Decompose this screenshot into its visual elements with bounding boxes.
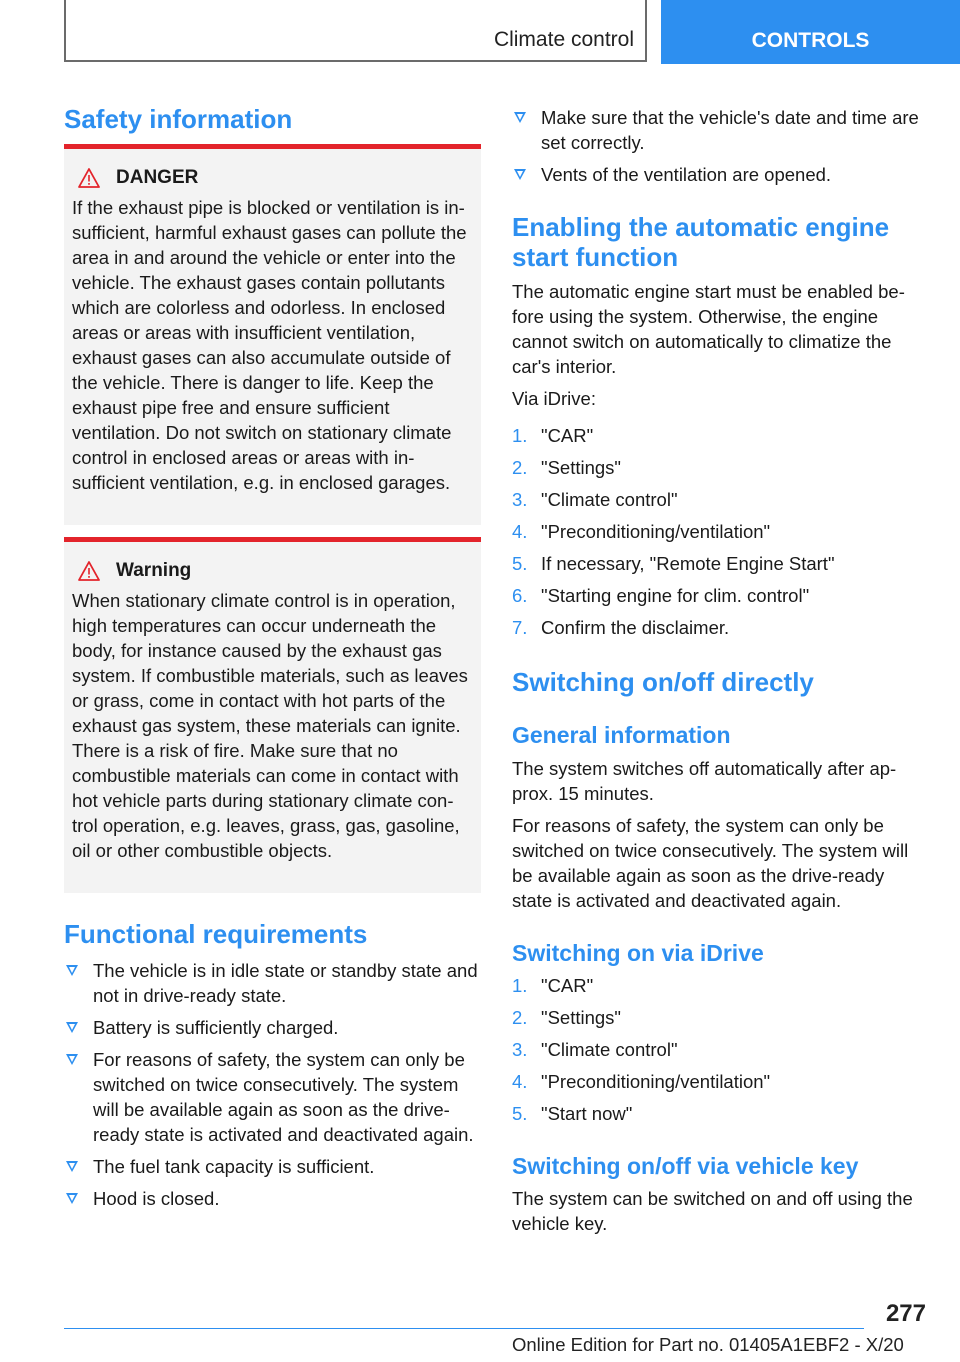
warning-box: [64, 537, 481, 893]
list-item: [512, 162, 928, 187]
step-number: 6.: [512, 585, 528, 606]
step-text: Confirm the disclaimer.: [541, 617, 730, 638]
list-item-text: The fuel tank capacity is sufficient.: [93, 1156, 375, 1177]
step-item: [512, 423, 928, 448]
step-text: If necessary, "Remote Engine Start": [541, 553, 835, 574]
list-item-text: Battery is sufficiently charged.: [93, 1017, 339, 1038]
idrive-heading: Switching on via iDrive: [512, 940, 764, 966]
general-text-1: The system switches off automatically after approx. 15 minutes.: [512, 758, 897, 804]
list-item: [64, 1186, 481, 1211]
bullet-triangle-icon: [514, 112, 526, 123]
list-item-text: Hood is closed.: [93, 1188, 220, 1209]
warning-triangle-icon: [78, 168, 100, 188]
functional-list: [64, 958, 481, 1218]
step-item: [512, 519, 928, 544]
warning-title: [72, 560, 473, 582]
step-item: [512, 1037, 928, 1062]
warning-triangle-icon: [78, 561, 100, 581]
bullet-triangle-icon: [514, 169, 526, 180]
footer-edition: Online Edition for Part no. 01405A1EBF2 - X/20: [512, 1334, 904, 1355]
step-item: [512, 455, 928, 480]
step-number: 4.: [512, 521, 528, 542]
bullet-triangle-icon: [66, 965, 78, 976]
step-number: 2.: [512, 1007, 528, 1028]
step-number: 1.: [512, 425, 528, 446]
step-text: "CAR": [541, 975, 594, 996]
bullet-triangle-icon: [66, 1193, 78, 1204]
danger-box: [64, 144, 481, 525]
step-text: "Preconditioning/ventilation": [541, 521, 771, 542]
step-item: [512, 583, 928, 608]
step-text: "Start now": [541, 1103, 633, 1124]
key-heading: Switching on/off via vehicle key: [512, 1153, 859, 1179]
via-idrive-text: Via iDrive:: [512, 388, 596, 409]
enable-steps: [512, 423, 928, 647]
warning-text: When stationary climate control is in operation, high temperatures can occur underneath the body, for instance caused by the exhaust gas system. If combustible materials, such as leaves or grass, come in contact with hot parts of the exhaust gas system, these materials can ignite. There is a risk of fire. Make sure that no combustible materials can come in contact with hot vehicle parts during stationary climate control operation, e.g. leaves, grass, gas, gasoline, oil or other combustible objects.: [72, 590, 468, 861]
switching-heading: Switching on/off directly: [512, 667, 814, 697]
general-text-2: For reasons of safety, the system can only be switched on twice consecutively. The system will be available again as soon as the drive-ready state is activated and deactivated again.: [512, 815, 909, 911]
key-text: The system can be switched on and off using the vehicle key.: [512, 1188, 913, 1234]
step-text: "Climate control": [541, 1039, 678, 1060]
danger-text: If the exhaust pipe is blocked or ventilation is insufficient, harmful exhaust gases can pollute the area in and around the vehicle or enter into the vehicle. The exhaust gases contain pollutants which are colorless and odorless. In enclosed areas or areas with insufficient ventilation, exhaust gases can also accumulate outside of the vehicle. There is danger to life. Keep the exhaust pipe free and ensure sufficient ventilation. Do not switch on stationary climate control in enclosed areas or areas with insufficient ventilation, e.g. in enclosed garages.: [72, 197, 467, 493]
step-text: "CAR": [541, 425, 594, 446]
step-item: [512, 1101, 928, 1126]
step-text: "Climate control": [541, 489, 678, 510]
idrive-steps: [512, 973, 928, 1133]
list-item: [64, 958, 481, 1008]
list-item: [512, 105, 928, 155]
bullet-triangle-icon: [66, 1022, 78, 1033]
step-number: 7.: [512, 617, 528, 638]
warning-label: Warning: [116, 560, 192, 581]
list-item: [64, 1154, 481, 1179]
danger-label: DANGER: [116, 167, 199, 188]
step-item: [512, 1005, 928, 1030]
enable-heading: Enabling the automatic engine start function: [512, 212, 890, 272]
enable-text: The automatic engine start must be enabled before using the system. Otherwise, the engine cannot switch on automatically to climatize the car's interior.: [512, 281, 905, 377]
general-heading: General information: [512, 722, 731, 748]
step-number: 3.: [512, 489, 528, 510]
step-number: 5.: [512, 1103, 528, 1124]
page-number: 277: [885, 1300, 926, 1327]
step-item: [512, 487, 928, 512]
step-text: "Preconditioning/ventilation": [541, 1071, 771, 1092]
list-item-text: Vents of the ventilation are opened.: [541, 164, 832, 185]
list-item-text: Make sure that the vehicle's date and time are set correctly.: [541, 107, 919, 153]
step-number: 3.: [512, 1039, 528, 1060]
step-item: [512, 615, 928, 640]
step-number: 5.: [512, 553, 528, 574]
bullet-triangle-icon: [66, 1161, 78, 1172]
danger-title: [72, 167, 473, 189]
step-text: "Starting engine for clim. control": [541, 585, 810, 606]
step-number: 2.: [512, 457, 528, 478]
list-item: [64, 1015, 481, 1040]
step-text: "Settings": [541, 457, 621, 478]
list-item-text: The vehicle is in idle state or standby state and not in drive-ready state.: [93, 960, 478, 1006]
functional-heading: Functional requirements: [64, 919, 368, 949]
section-title: Climate control: [493, 28, 634, 51]
continued-list: [512, 105, 928, 194]
list-item: [64, 1047, 481, 1147]
chapter-tab[interactable]: CONTROLS: [661, 0, 960, 64]
step-item: [512, 551, 928, 576]
safety-heading: Safety information: [64, 104, 293, 134]
step-text: "Settings": [541, 1007, 621, 1028]
footer-divider: [64, 1328, 864, 1329]
step-item: [512, 1069, 928, 1094]
step-number: 4.: [512, 1071, 528, 1092]
step-item: [512, 973, 928, 998]
list-item-text: For reasons of safety, the system can only be switched on twice consecutively. The system will be available again as soon as the drive-ready state is activated and deactivated again.: [93, 1049, 474, 1145]
bullet-triangle-icon: [66, 1054, 78, 1065]
step-number: 1.: [512, 975, 528, 996]
